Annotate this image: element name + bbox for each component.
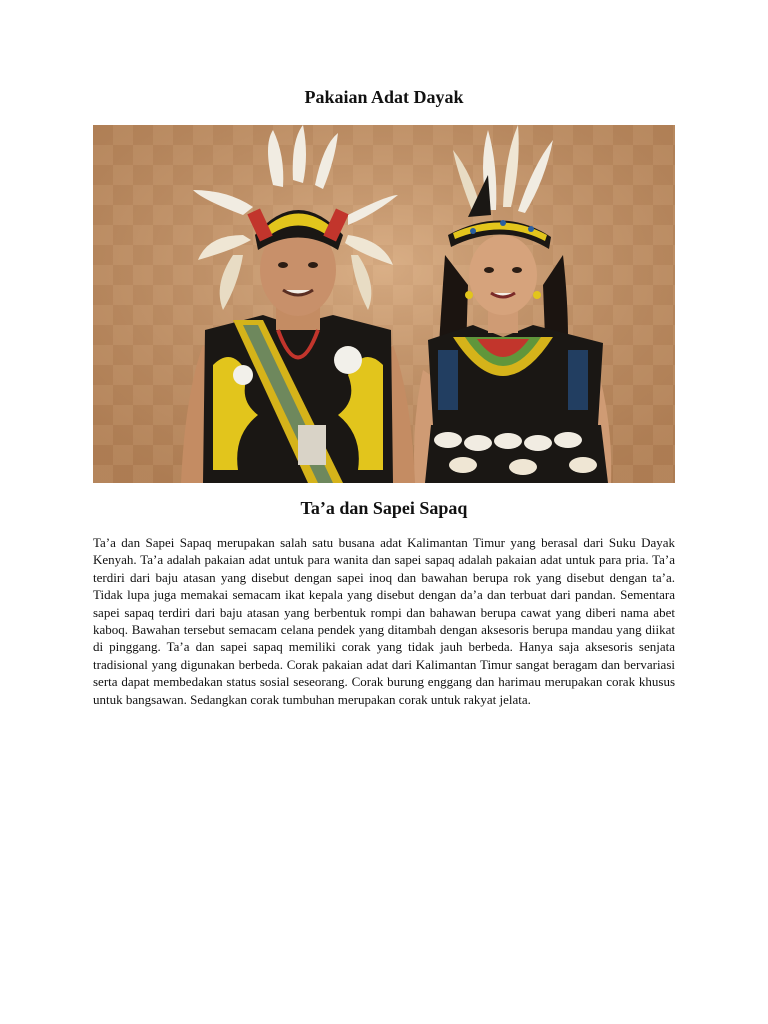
section-title: Ta’a dan Sapei Sapaq (300, 498, 468, 518)
dayak-costume-photo (93, 125, 675, 483)
document-title: Pakaian Adat Dayak (304, 87, 464, 107)
body-paragraph: Ta’a dan Sapei Sapaq merupakan salah satu busana adat Kalimantan Timur yang berasal dari Suku Dayak Kenyah. Ta’a adalah pakaian adat untuk para wanita dan sapei sapaq adalah pakaian adat untuk para pria. Ta’a terdiri dari baju atasan yang disebut dengan sapei inoq dan bawahan berupa rok yang disebut dengan ta’a. Tidak lupa juga memakai semacam ikat kepala yang disebut dengan da’a dan terbuat dari pandan. Sementara sapei sapaq terdiri dari baju atasan yang berbentuk rompi dan bahawan berupa cawat yang diberi nama abet kaboq. Bawahan tersebut semacam celana pendek yang ditambah dengan aksesoris berupa mandau yang diikat di pinggang. Ta’a dan sapei sapaq memiliki corak yang tidak jauh berbeda. Hanya saja aksesoris senjata tradisional yang digunakan berbeda. Corak pakaian adat dari Kalimantan Timur sangat beragam dan bervariasi serta dapat membedakan status sosial seseorang. Corak burung enggang dan harimau merupakan corak khusus untuk bangsawan. Sedangkan corak tumbuhan merupakan corak untuk rakyat jelata. (93, 535, 675, 707)
